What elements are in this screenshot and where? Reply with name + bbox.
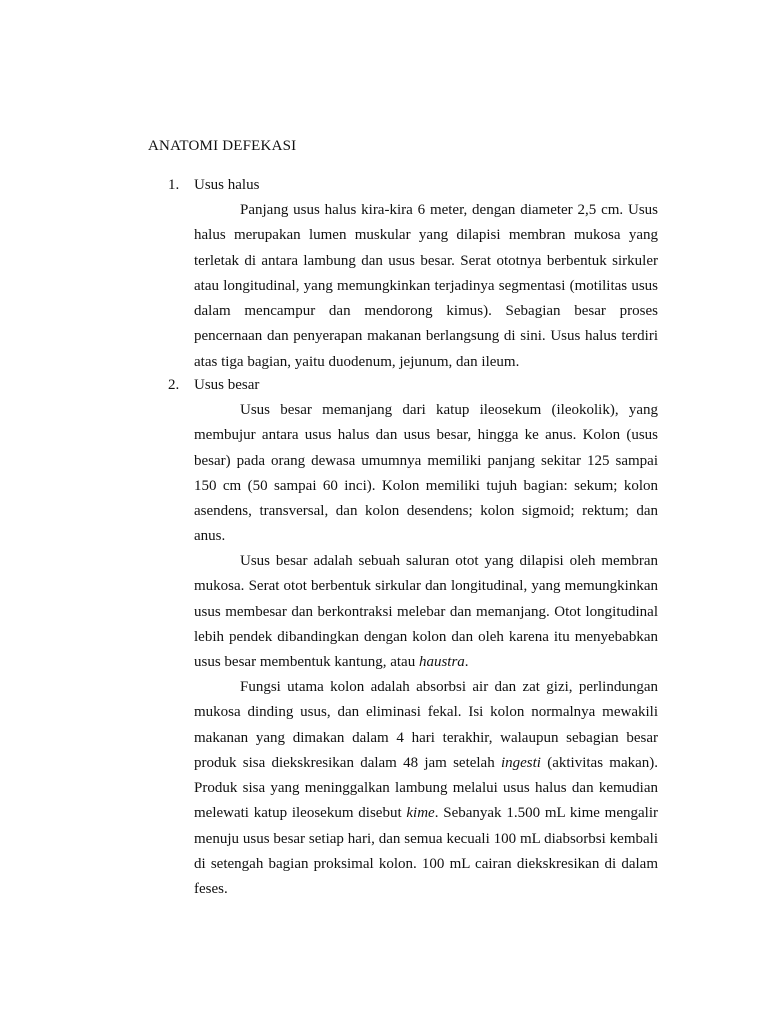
paragraph-text: Usus besar memanjang dari katup ileosekum (ileokolik), yang membujur antara usus halus dan usus besar, hingga ke anus. Kolon (usus besar) pada orang dewasa umumnya memiliki panjang sekitar 125 sampai 150 cm (50 sampai 60 inci). Kolon memiliki tujuh bagian: sekum; kolon asendens, transversal, dan kolon desendens; kolon sigmoid; rektum; dan anus. (194, 402, 658, 545)
paragraph-usus-besar-2 (194, 549, 658, 675)
list-number: 2. (168, 377, 180, 393)
paragraph-text: Usus besar adalah sebuah saluran otot yang dilapisi oleh membran mukosa. Serat otot berbentuk sirkular dan longitudinal, yang memungkinkan usus membesar dan berkontraksi melebar dan memanjang. Otot longitudinal lebih pendek dibandingkan dengan kolon dan oleh karena itu menyebabkan usus besar membentuk kantung, atau (194, 553, 658, 671)
section-label: Usus besar (194, 377, 260, 393)
italic-term: haustra (418, 654, 465, 671)
list-number: 1. (168, 177, 180, 193)
paragraph-usus-besar-3 (194, 675, 658, 903)
italic-term: kime (406, 805, 435, 822)
paragraph-usus-halus (194, 198, 658, 375)
paragraph-text: . (464, 654, 469, 671)
paragraph-text: . Sebanyak 1.500 mL kime mengalir menuju usus besar setiap hari, dan semua kecuali 100 mL diabsorbsi kembali di setengah bagian proksimal kolon. 100 mL cairan diekskresikan di dalam feses. (194, 805, 658, 898)
section-label: Usus halus (194, 177, 260, 193)
paragraph-text: Fungsi utama kolon adalah absorbsi air dan zat gizi, perlindungan mukosa dinding usus, dan eliminasi fekal. Isi kolon normalnya mewakili makanan yang dimakan dalam 4 hari terakhir, walaupun sebagian besar produk sisa diekskresikan dalam 48 jam setelah (194, 679, 658, 771)
paragraph-text: Panjang usus halus kira-kira 6 meter, dengan diameter 2,5 cm. Usus halus merupakan lumen muskular yang dilapisi membran mukosa yang terletak di antara lambung dan usus besar. Serat ototnya berbentuk sirkuler atau longitudinal, yang memungkinkan terjadinya segmentasi (motilitas usus dalam mencampur dan mendorong kimus). Sebagian besar proses pencernaan dan penyerapan makanan berlangsung di sini. Usus halus terdiri atas tiga bagian, yaitu duodenum, jejunum, dan ileum. (194, 202, 658, 370)
paragraph-text: (aktivitas makan). Produk sisa yang meninggalkan lambung melalui usus halus dan kemudian melewati katup ileosekum disebut (194, 754, 659, 822)
document-heading: ANATOMI DEFEKASI (148, 138, 297, 154)
italic-term: ingesti (500, 754, 541, 771)
paragraph-usus-besar-1 (194, 398, 658, 550)
